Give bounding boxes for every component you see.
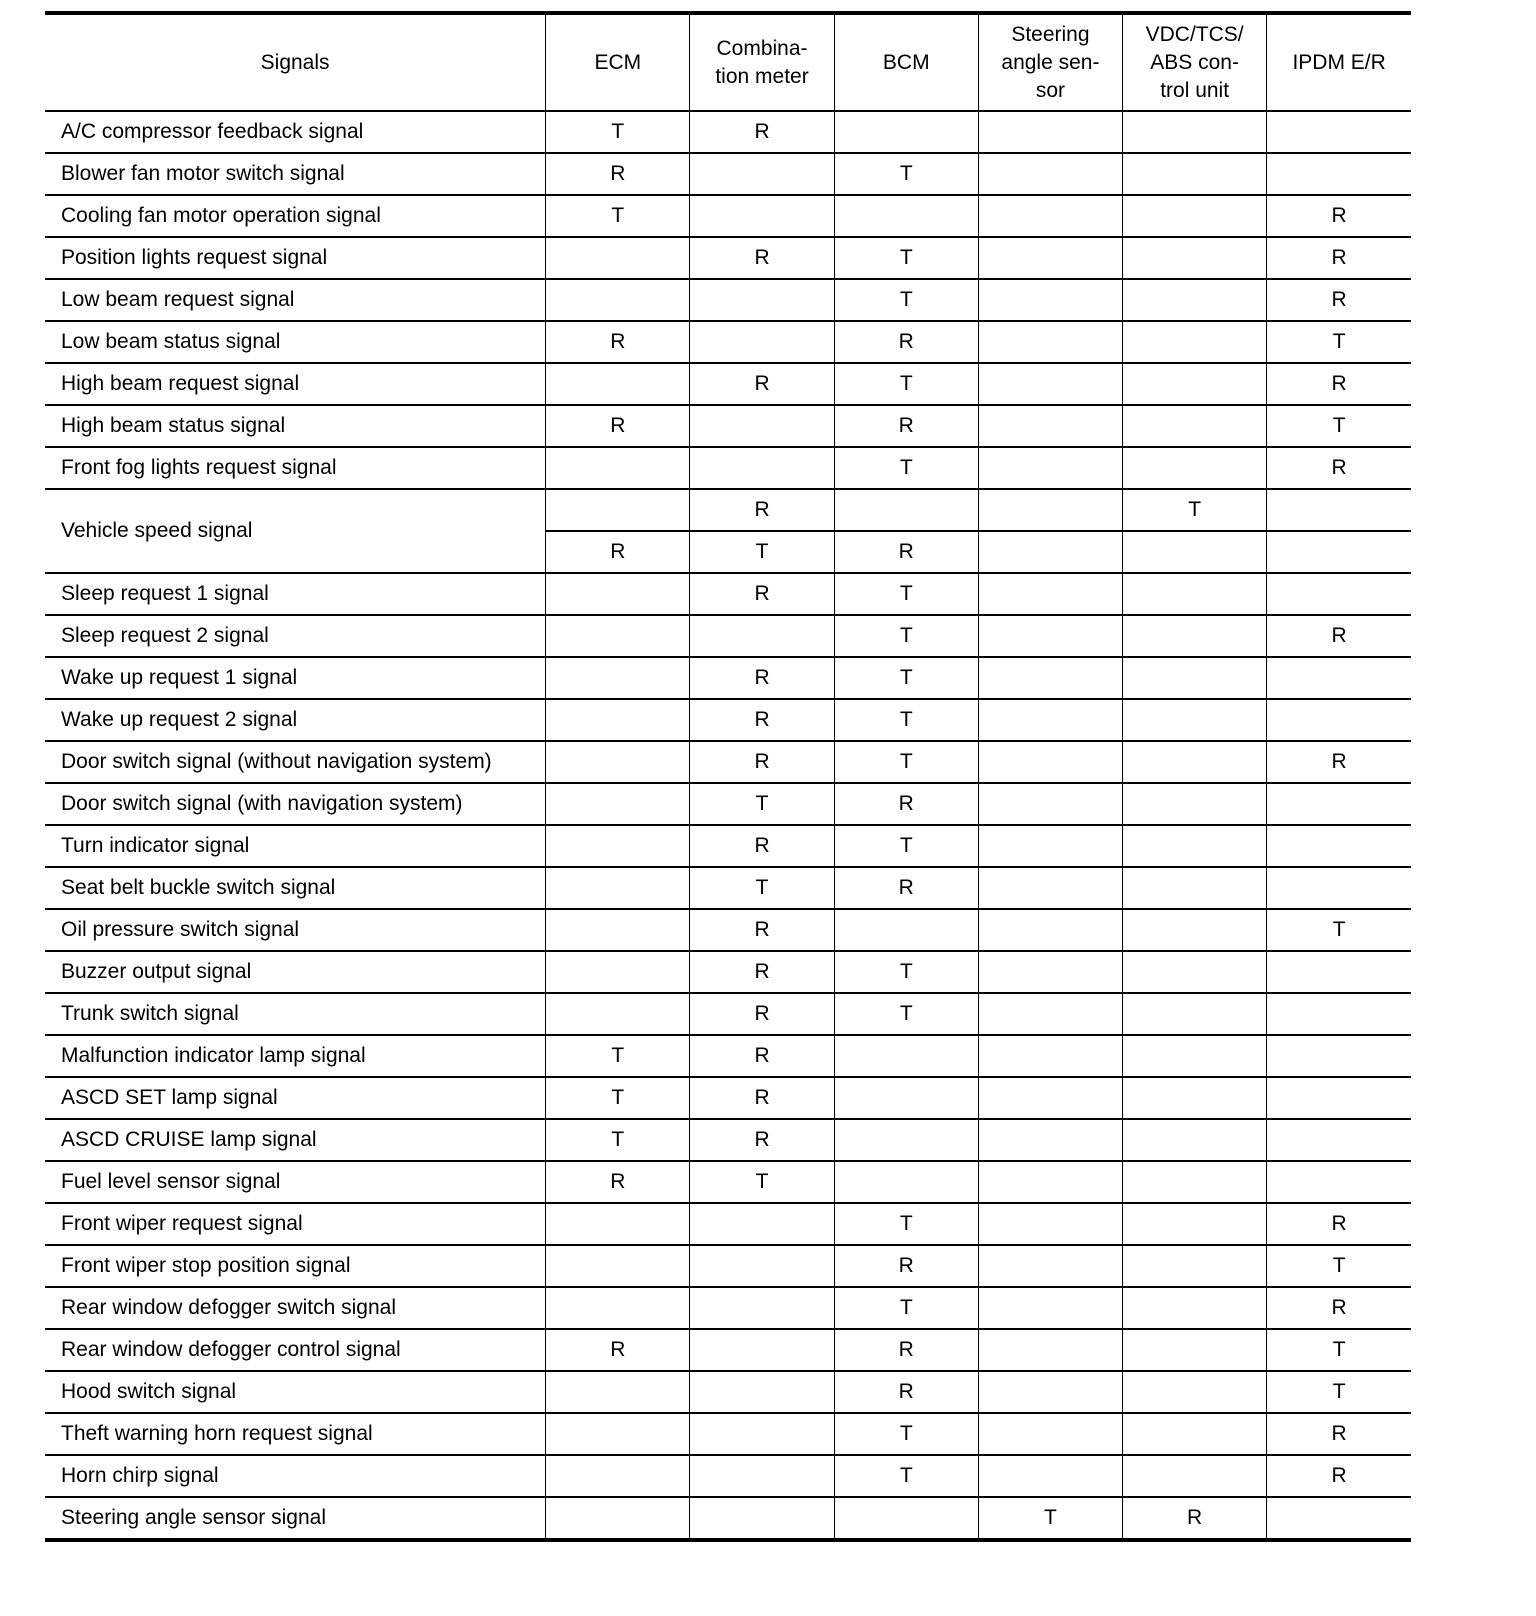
cell-3 — [834, 1077, 978, 1119]
cell-3: T — [834, 1203, 978, 1245]
cell-3 — [834, 489, 978, 531]
table-row — [45, 447, 1411, 489]
cell-3 — [834, 1497, 978, 1540]
cell-1: R — [546, 531, 690, 573]
signal-name: Position lights request signal — [45, 237, 546, 279]
column-header-3 — [834, 13, 978, 111]
signal-name: Fuel level sensor signal — [45, 1161, 546, 1203]
cell-1: R — [546, 321, 690, 363]
signal-name: Malfunction indicator lamp signal — [45, 1035, 546, 1077]
cell-5 — [1123, 573, 1267, 615]
table-header — [45, 13, 1411, 111]
cell-6: R — [1267, 741, 1411, 783]
cell-3: R — [834, 867, 978, 909]
cell-6 — [1267, 531, 1411, 573]
cell-4 — [978, 1245, 1122, 1287]
cell-2: R — [690, 825, 834, 867]
column-header-signals — [45, 13, 546, 111]
cell-1 — [546, 657, 690, 699]
cell-2: R — [690, 111, 834, 153]
cell-3: T — [834, 279, 978, 321]
cell-6 — [1267, 783, 1411, 825]
cell-2 — [690, 279, 834, 321]
cell-2: R — [690, 489, 834, 531]
cell-1 — [546, 573, 690, 615]
cell-2: R — [690, 1119, 834, 1161]
cell-1 — [546, 909, 690, 951]
cell-2 — [690, 405, 834, 447]
cell-2: T — [690, 531, 834, 573]
cell-1 — [546, 741, 690, 783]
cell-2 — [690, 1413, 834, 1455]
cell-1 — [546, 867, 690, 909]
signal-name: Buzzer output signal — [45, 951, 546, 993]
cell-2: R — [690, 237, 834, 279]
cell-3: T — [834, 825, 978, 867]
column-header-line: ECM — [594, 50, 642, 74]
table-row — [45, 1371, 1411, 1413]
signal-name: Trunk switch signal — [45, 993, 546, 1035]
table-row — [45, 1329, 1411, 1371]
cell-6: T — [1267, 909, 1411, 951]
cell-5 — [1123, 1245, 1267, 1287]
cell-6: R — [1267, 1455, 1411, 1497]
cell-4 — [978, 1329, 1122, 1371]
cell-2: R — [690, 909, 834, 951]
cell-4 — [978, 1287, 1122, 1329]
signal-name: Sleep request 1 signal — [45, 573, 546, 615]
cell-5 — [1123, 1077, 1267, 1119]
table-row — [45, 1287, 1411, 1329]
cell-2: R — [690, 1077, 834, 1119]
cell-5 — [1123, 1287, 1267, 1329]
cell-3: T — [834, 1287, 978, 1329]
cell-1 — [546, 363, 690, 405]
cell-6: R — [1267, 615, 1411, 657]
cell-6: R — [1267, 363, 1411, 405]
signal-name: Blower fan motor switch signal — [45, 153, 546, 195]
cell-4 — [978, 363, 1122, 405]
cell-1: T — [546, 1077, 690, 1119]
cell-4 — [978, 741, 1122, 783]
cell-5 — [1123, 1413, 1267, 1455]
cell-5 — [1123, 741, 1267, 783]
cell-4 — [978, 657, 1122, 699]
cell-6: R — [1267, 237, 1411, 279]
column-header-6 — [1267, 13, 1411, 111]
cell-1: R — [546, 1329, 690, 1371]
cell-6: R — [1267, 1413, 1411, 1455]
cell-4 — [978, 993, 1122, 1035]
cell-3 — [834, 1161, 978, 1203]
table-row — [45, 1203, 1411, 1245]
cell-3: R — [834, 1329, 978, 1371]
cell-2: T — [690, 1161, 834, 1203]
cell-5 — [1123, 1455, 1267, 1497]
cell-3: R — [834, 1245, 978, 1287]
cell-4 — [978, 615, 1122, 657]
cell-1: T — [546, 1035, 690, 1077]
cell-5 — [1123, 951, 1267, 993]
cell-6 — [1267, 1035, 1411, 1077]
cell-2 — [690, 1455, 834, 1497]
cell-3: T — [834, 237, 978, 279]
cell-6: R — [1267, 447, 1411, 489]
cell-5 — [1123, 1371, 1267, 1413]
cell-6 — [1267, 1161, 1411, 1203]
cell-5 — [1123, 447, 1267, 489]
cell-6: R — [1267, 195, 1411, 237]
cell-1: T — [546, 1119, 690, 1161]
cell-5 — [1123, 1329, 1267, 1371]
cell-3: R — [834, 405, 978, 447]
column-header-line: angle sen- — [1001, 50, 1100, 74]
cell-6 — [1267, 489, 1411, 531]
column-header-line: Combina- — [716, 36, 808, 60]
cell-4 — [978, 447, 1122, 489]
cell-4 — [978, 1371, 1122, 1413]
table-row — [45, 111, 1411, 153]
cell-4 — [978, 321, 1122, 363]
column-header-line: BCM — [882, 50, 930, 74]
cell-3: T — [834, 741, 978, 783]
cell-6: T — [1267, 1245, 1411, 1287]
signal-name: Low beam request signal — [45, 279, 546, 321]
cell-5 — [1123, 531, 1267, 573]
cell-3: T — [834, 699, 978, 741]
cell-4 — [978, 1455, 1122, 1497]
cell-5 — [1123, 1119, 1267, 1161]
cell-3 — [834, 111, 978, 153]
cell-5 — [1123, 363, 1267, 405]
table-row — [45, 1497, 1411, 1540]
cell-6: R — [1267, 1203, 1411, 1245]
cell-5 — [1123, 405, 1267, 447]
cell-4 — [978, 951, 1122, 993]
cell-4: T — [978, 1497, 1122, 1540]
table-row — [45, 699, 1411, 741]
cell-5 — [1123, 615, 1267, 657]
cell-4 — [978, 573, 1122, 615]
cell-5 — [1123, 993, 1267, 1035]
table-row — [45, 615, 1411, 657]
signal-name: ASCD SET lamp signal — [45, 1077, 546, 1119]
column-header-line: ABS con- — [1150, 50, 1239, 74]
cell-6 — [1267, 951, 1411, 993]
cell-2 — [690, 615, 834, 657]
column-header-4 — [978, 13, 1122, 111]
cell-4 — [978, 1077, 1122, 1119]
cell-3: T — [834, 573, 978, 615]
cell-6 — [1267, 1497, 1411, 1540]
cell-5 — [1123, 279, 1267, 321]
cell-3: T — [834, 363, 978, 405]
table-row — [45, 741, 1411, 783]
cell-6: R — [1267, 279, 1411, 321]
cell-1 — [546, 951, 690, 993]
column-header-line: Steering — [1011, 22, 1090, 46]
cell-2: R — [690, 699, 834, 741]
column-header-line: Signals — [260, 50, 330, 74]
cell-4 — [978, 1161, 1122, 1203]
cell-2: R — [690, 573, 834, 615]
cell-1 — [546, 1497, 690, 1540]
table-row — [45, 1161, 1411, 1203]
table-row — [45, 321, 1411, 363]
cell-2 — [690, 1497, 834, 1540]
cell-2: R — [690, 657, 834, 699]
cell-3: T — [834, 1413, 978, 1455]
cell-1: R — [546, 405, 690, 447]
cell-4 — [978, 279, 1122, 321]
cell-1 — [546, 1287, 690, 1329]
signal-name: Door switch signal (with navigation system) — [45, 783, 546, 825]
table-row — [45, 909, 1411, 951]
cell-4 — [978, 867, 1122, 909]
table-row — [45, 153, 1411, 195]
column-header-2 — [690, 13, 834, 111]
cell-4 — [978, 1035, 1122, 1077]
cell-1 — [546, 1413, 690, 1455]
signal-name: Wake up request 1 signal — [45, 657, 546, 699]
cell-4 — [978, 825, 1122, 867]
table-row — [45, 1455, 1411, 1497]
cell-6 — [1267, 993, 1411, 1035]
cell-5 — [1123, 1203, 1267, 1245]
cell-4 — [978, 1413, 1122, 1455]
cell-1: T — [546, 111, 690, 153]
table-row — [45, 195, 1411, 237]
cell-6 — [1267, 1119, 1411, 1161]
signal-name: Rear window defogger switch signal — [45, 1287, 546, 1329]
signal-name: A/C compressor feedback signal — [45, 111, 546, 153]
signal-name: Oil pressure switch signal — [45, 909, 546, 951]
cell-1 — [546, 489, 690, 531]
cell-3: R — [834, 531, 978, 573]
cell-1 — [546, 447, 690, 489]
cell-1 — [546, 615, 690, 657]
cell-3 — [834, 1035, 978, 1077]
signal-name: Wake up request 2 signal — [45, 699, 546, 741]
signal-name: Theft warning horn request signal — [45, 1413, 546, 1455]
signal-name: Hood switch signal — [45, 1371, 546, 1413]
cell-3 — [834, 1119, 978, 1161]
cell-3: T — [834, 615, 978, 657]
signal-table — [45, 11, 1411, 1542]
cell-2 — [690, 1245, 834, 1287]
cell-5 — [1123, 909, 1267, 951]
cell-5 — [1123, 111, 1267, 153]
cell-1 — [546, 993, 690, 1035]
cell-6: T — [1267, 321, 1411, 363]
cell-6 — [1267, 657, 1411, 699]
cell-4 — [978, 1203, 1122, 1245]
signal-name: Horn chirp signal — [45, 1455, 546, 1497]
cell-2: R — [690, 1035, 834, 1077]
table-row — [45, 279, 1411, 321]
cell-2 — [690, 1371, 834, 1413]
cell-2 — [690, 1287, 834, 1329]
cell-4 — [978, 489, 1122, 531]
table-body — [45, 111, 1411, 1540]
cell-4 — [978, 111, 1122, 153]
table-row — [45, 405, 1411, 447]
table-row — [45, 783, 1411, 825]
column-header-line: VDC/TCS/ — [1145, 22, 1244, 46]
cell-5 — [1123, 699, 1267, 741]
cell-4 — [978, 1119, 1122, 1161]
cell-4 — [978, 531, 1122, 573]
column-header-line: tion meter — [715, 64, 809, 88]
cell-1 — [546, 237, 690, 279]
cell-5: R — [1123, 1497, 1267, 1540]
cell-6: R — [1267, 1287, 1411, 1329]
cell-3: R — [834, 783, 978, 825]
cell-1 — [546, 1455, 690, 1497]
cell-1 — [546, 1203, 690, 1245]
cell-5 — [1123, 237, 1267, 279]
table-row — [45, 363, 1411, 405]
cell-4 — [978, 237, 1122, 279]
signal-name: Front fog lights request signal — [45, 447, 546, 489]
cell-4 — [978, 153, 1122, 195]
cell-6: T — [1267, 1371, 1411, 1413]
cell-3: T — [834, 447, 978, 489]
cell-1: R — [546, 1161, 690, 1203]
signal-name: Door switch signal (without navigation system) — [45, 741, 546, 783]
cell-6: T — [1267, 1329, 1411, 1371]
cell-2 — [690, 1329, 834, 1371]
cell-2 — [690, 321, 834, 363]
cell-2: R — [690, 363, 834, 405]
cell-4 — [978, 405, 1122, 447]
table-row — [45, 1119, 1411, 1161]
cell-6: T — [1267, 405, 1411, 447]
table-row — [45, 867, 1411, 909]
header-row — [45, 13, 1411, 111]
table-row — [45, 993, 1411, 1035]
cell-6 — [1267, 867, 1411, 909]
cell-3: T — [834, 153, 978, 195]
cell-1 — [546, 1371, 690, 1413]
signal-name: High beam request signal — [45, 363, 546, 405]
signal-name: ASCD CRUISE lamp signal — [45, 1119, 546, 1161]
cell-1 — [546, 825, 690, 867]
cell-1: R — [546, 153, 690, 195]
cell-5 — [1123, 783, 1267, 825]
cell-5 — [1123, 1161, 1267, 1203]
signal-name: Front wiper request signal — [45, 1203, 546, 1245]
cell-2 — [690, 1203, 834, 1245]
cell-3: T — [834, 993, 978, 1035]
signal-name: Front wiper stop position signal — [45, 1245, 546, 1287]
column-header-5 — [1123, 13, 1267, 111]
cell-5 — [1123, 825, 1267, 867]
cell-4 — [978, 195, 1122, 237]
column-header-line: IPDM E/R — [1292, 50, 1386, 74]
cell-2: R — [690, 951, 834, 993]
cell-1 — [546, 699, 690, 741]
cell-2: T — [690, 867, 834, 909]
column-header-line: trol unit — [1160, 78, 1230, 102]
table-row — [45, 1245, 1411, 1287]
cell-4 — [978, 909, 1122, 951]
cell-6 — [1267, 153, 1411, 195]
signal-name: Low beam status signal — [45, 321, 546, 363]
cell-5 — [1123, 195, 1267, 237]
cell-2 — [690, 447, 834, 489]
cell-6 — [1267, 825, 1411, 867]
signal-name: Sleep request 2 signal — [45, 615, 546, 657]
cell-2 — [690, 195, 834, 237]
cell-3: T — [834, 951, 978, 993]
cell-1 — [546, 783, 690, 825]
cell-5 — [1123, 867, 1267, 909]
cell-3: T — [834, 657, 978, 699]
cell-2: R — [690, 993, 834, 1035]
signal-name: Vehicle speed signal — [45, 489, 546, 573]
table-row — [45, 237, 1411, 279]
cell-5 — [1123, 1035, 1267, 1077]
table-row — [45, 1413, 1411, 1455]
table-row — [45, 825, 1411, 867]
cell-1 — [546, 1245, 690, 1287]
cell-3 — [834, 195, 978, 237]
cell-3: T — [834, 1455, 978, 1497]
table-row — [45, 951, 1411, 993]
cell-4 — [978, 783, 1122, 825]
cell-5 — [1123, 321, 1267, 363]
cell-1: T — [546, 195, 690, 237]
cell-3: R — [834, 321, 978, 363]
table-row — [45, 657, 1411, 699]
cell-2: T — [690, 783, 834, 825]
cell-3 — [834, 909, 978, 951]
cell-1 — [546, 279, 690, 321]
cell-3: R — [834, 1371, 978, 1413]
cell-6 — [1267, 111, 1411, 153]
cell-4 — [978, 699, 1122, 741]
signal-name: Rear window defogger control signal — [45, 1329, 546, 1371]
signal-name: Turn indicator signal — [45, 825, 546, 867]
cell-5 — [1123, 153, 1267, 195]
table-row — [45, 1035, 1411, 1077]
table-row — [45, 489, 1411, 531]
column-header-1 — [546, 13, 690, 111]
cell-5 — [1123, 657, 1267, 699]
cell-6 — [1267, 699, 1411, 741]
table-row — [45, 1077, 1411, 1119]
signal-name: High beam status signal — [45, 405, 546, 447]
column-header-line: sor — [1035, 78, 1066, 102]
cell-2 — [690, 153, 834, 195]
table-row — [45, 573, 1411, 615]
cell-6 — [1267, 1077, 1411, 1119]
cell-5: T — [1123, 489, 1267, 531]
cell-2: R — [690, 741, 834, 783]
signal-name: Seat belt buckle switch signal — [45, 867, 546, 909]
signal-name: Cooling fan motor operation signal — [45, 195, 546, 237]
cell-6 — [1267, 573, 1411, 615]
signal-name: Steering angle sensor signal — [45, 1497, 546, 1540]
